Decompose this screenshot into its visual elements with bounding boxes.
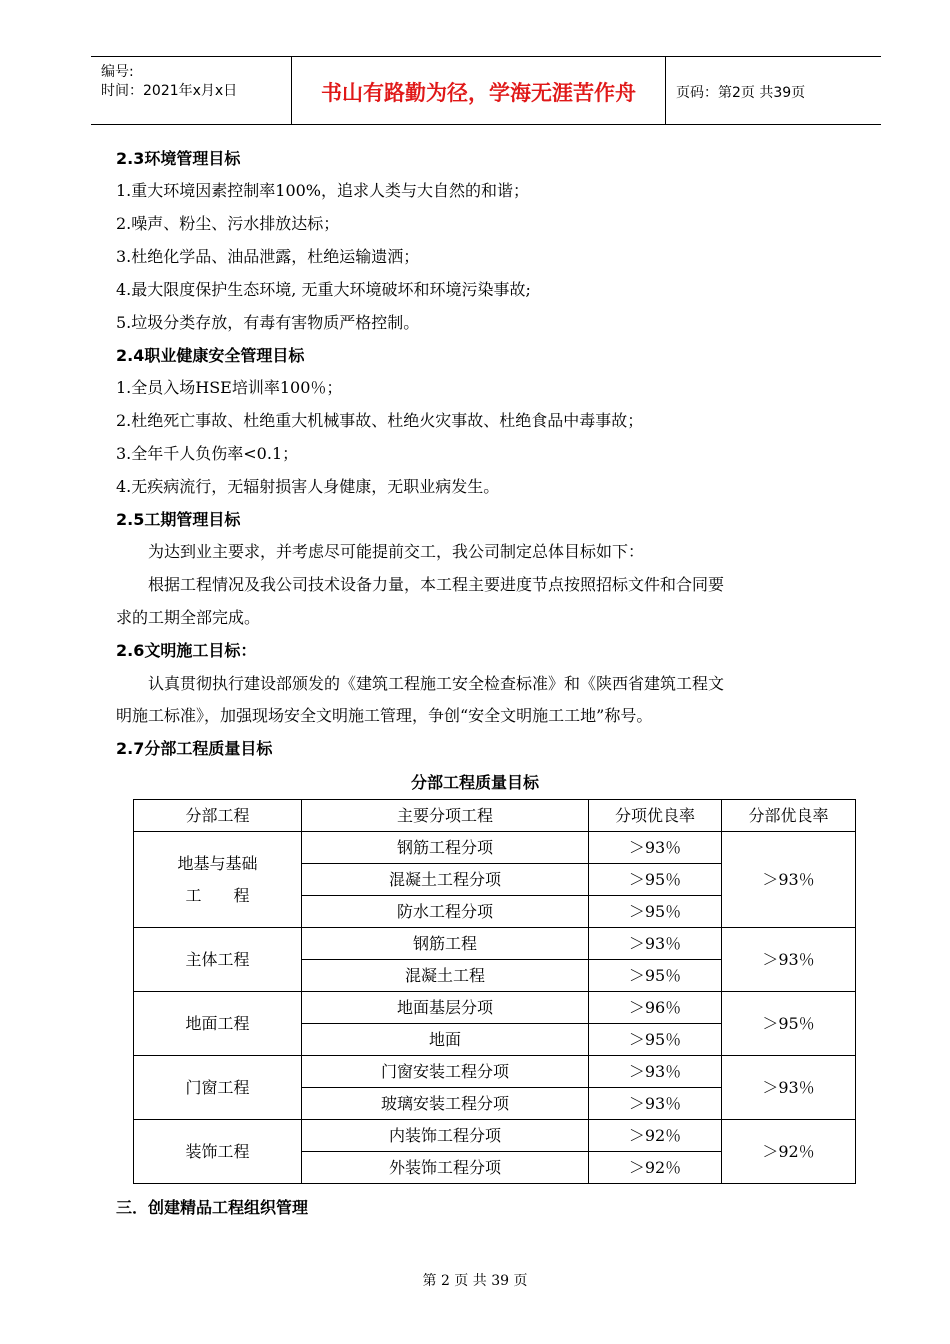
division-name: 装饰工程 [134,1120,302,1184]
item-name: 钢筋工程分项 [302,832,589,864]
item-rate: ＞96％ [589,992,722,1024]
item-rate: ＞92％ [589,1120,722,1152]
column-header: 分部工程 [134,800,302,832]
item-rate: ＞95％ [589,960,722,992]
table-row [134,928,856,960]
item-name: 混凝土工程分项 [302,864,589,896]
column-header: 分部优良率 [722,800,856,832]
document-date-label: 时间：2021年x月x日 [101,83,238,99]
division-rate: ＞93％ [722,928,856,992]
division-name: 门窗工程 [134,1056,302,1120]
page-header [91,56,881,125]
item-rate: ＞93％ [589,1056,722,1088]
table-row [134,832,856,864]
section-heading-2-3: 2.3环境管理目标 [116,149,241,168]
body-line: 2.噪声、粉尘、污水排放达标； [116,214,340,233]
body-line: 1.全员入场HSE培训率100％； [116,378,343,397]
body-line: 为达到业主要求，并考虑尽可能提前交工，我公司制定总体目标如下： [148,542,645,561]
item-rate: ＞93％ [589,928,722,960]
item-name: 外装饰工程分项 [302,1152,589,1184]
division-name: 主体工程 [134,928,302,992]
item-rate: ＞95％ [589,896,722,928]
body-line: 1.重大环境因素控制率100%，追求人类与大自然的和谐； [116,181,530,200]
section-heading-2-5: 2.5工期管理目标 [116,510,241,529]
body-line: 求的工期全部完成。 [116,608,261,627]
document-number-label: 编号: [101,64,134,80]
section-heading-2-6: 2.6文明施工目标： [116,641,257,660]
body-line: 明施工标准》，加强现场安全文明施工管理，争创“安全文明施工工地”称号。 [116,706,653,725]
division-rate: ＞92％ [722,1120,856,1184]
header-page-number: 页码：第2页 共39页 [676,85,806,101]
body-line: 根据工程情况及我公司技术设备力量，本工程主要进度节点按照招标文件和合同要 [148,575,725,594]
item-name: 地面基层分项 [302,992,589,1024]
body-line: 4.最大限度保护生态环境, 无重大环境破坏和环境污染事故; [116,280,531,299]
division-name: 地基与基础工 程 [134,832,302,928]
body-line: 2.杜绝死亡事故、杜绝重大机械事故、杜绝火灾事故、杜绝食品中毒事故； [116,411,644,430]
body-line: 3.全年千人负伤率<0.1； [116,444,299,463]
body-line: 认真贯彻执行建设部颁发的《建筑工程施工安全检查标准》和《陕西省建筑工程文 [148,674,725,693]
item-name: 玻璃安装工程分项 [302,1088,589,1120]
item-name: 内装饰工程分项 [302,1120,589,1152]
item-rate: ＞95％ [589,1024,722,1056]
page-footer: 第 2 页 共 39 页 [422,1273,528,1289]
section-heading-2-7: 2.7分部工程质量目标 [116,739,273,758]
body-line: 4.无疾病流行，无辐射损害人身健康，无职业病发生。 [116,477,500,496]
section-heading-3: 三．创建精品工程组织管理 [116,1198,309,1217]
table-row [134,1120,856,1152]
header-page-cell [666,57,881,124]
item-rate: ＞93％ [589,832,722,864]
table-header-row [134,800,856,832]
division-rate: ＞95％ [722,992,856,1056]
item-rate: ＞95％ [589,864,722,896]
table-row [134,992,856,1024]
item-rate: ＞93％ [589,1088,722,1120]
item-name: 钢筋工程 [302,928,589,960]
table-title: 分部工程质量目标 [410,773,539,792]
item-rate: ＞92％ [589,1152,722,1184]
item-name: 混凝土工程 [302,960,589,992]
division-rate: ＞93％ [722,1056,856,1120]
column-header: 分项优良率 [589,800,722,832]
body-line: 3.杜绝化学品、油品泄露，杜绝运输遗洒； [116,247,420,266]
header-motto: 书山有路勤为径，学海无涯苦作舟 [321,81,636,105]
item-name: 防水工程分项 [302,896,589,928]
item-name: 地面 [302,1024,589,1056]
column-header: 主要分项工程 [302,800,589,832]
division-name: 地面工程 [134,992,302,1056]
body-line: 5.垃圾分类存放，有毒有害物质严格控制。 [116,313,420,332]
section-heading-2-4: 2.4职业健康安全管理目标 [116,346,305,365]
quality-target-table [133,799,856,1184]
header-motto-cell [292,57,666,124]
division-rate: ＞93％ [722,832,856,928]
header-meta-cell [91,57,292,124]
item-name: 门窗安装工程分项 [302,1056,589,1088]
table-row [134,1056,856,1088]
